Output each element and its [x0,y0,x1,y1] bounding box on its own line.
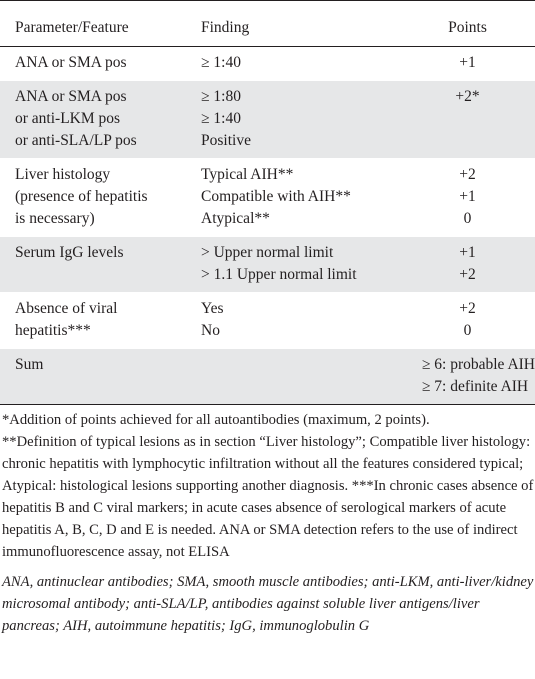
table-row [0,81,535,159]
parameter-line: hepatitis*** [15,322,91,339]
header-finding: Finding [199,1,400,47]
cell-parameter [0,47,199,81]
points-line: ≥ 6: probable AIH [421,356,535,373]
points-line: +1 [459,54,476,71]
parameter-line: ANA or SMA pos [15,88,127,105]
sum-interpretation [422,354,535,398]
cell-finding [199,159,400,237]
cell-finding [199,47,400,81]
finding-line: ≥ 1:40 [201,110,241,127]
footnote-2: **Definition of typical lesions as in section “Liver histology”; Compatible liver histology: chronic hepatitis with lymphocytic infiltration without all the features considered typical; Atypical: histological lesions supporting another diagnosis. ***In chronic cases absence of hepatitis B and C viral markers; in acute cases absence of serological markers of acute hepatitis A, B, C, D and E is needed. ANA or SMA detection refers to the use of indirect immunofluorescence assay, not ELISA [2,434,534,560]
footnotes [0,405,535,563]
header-points: Points [400,1,535,47]
finding-line: Positive [201,132,251,149]
parameter-line: or anti-LKM pos [15,110,121,127]
finding-line: > 1.1 Upper normal limit [201,266,357,283]
points-line: 0 [463,210,472,227]
finding-line: Compatible with AIH** [201,188,351,205]
finding-line: ≥ 1:80 [201,88,241,105]
table-row [0,293,535,349]
cell-points [400,47,535,81]
finding-line: No [201,322,220,339]
points-line: ≥ 7: definite AIH [421,378,529,395]
cell-points [400,159,535,237]
table-row [0,237,535,293]
finding-line: > Upper normal limit [201,244,334,261]
sum-row [0,349,535,405]
table-body [0,47,535,405]
parameter-line: is necessary) [15,210,95,227]
parameter-line: or anti-SLA/LP pos [15,132,137,149]
table-row [0,159,535,237]
points-line: +2 [459,300,476,317]
parameter-line: Liver histology [15,166,111,183]
points-line: +2* [455,88,480,105]
cell-parameter [0,159,199,237]
parameter-line: Serum IgG levels [15,244,124,261]
cell-parameter [0,349,199,405]
parameter-line: Sum [15,356,44,373]
cell-finding [199,349,400,405]
cell-parameter [0,81,199,159]
points-line: +2 [459,266,476,283]
points-line: +2 [459,166,476,183]
cell-parameter [0,293,199,349]
cell-parameter [0,237,199,293]
table-row [0,47,535,81]
parameter-line: ANA or SMA pos [15,54,127,71]
cell-points [400,237,535,293]
table-header [0,1,535,47]
footnote-1: *Addition of points achieved for all autoantibodies (maximum, 2 points). [2,412,430,428]
finding-line: Yes [201,300,224,317]
abbreviations-note: ANA, antinuclear antibodies; SMA, smooth muscle antibodies; anti-LKM, anti-liver/kidney microsomal antibody; anti-SLA/LP, antibodies against soluble liver antigens/liver pancreas; AIH, autoimmune hepatitis; IgG, immunoglobulin G [2,574,534,634]
cell-points [400,293,535,349]
finding-line: Typical AIH** [201,166,294,183]
cell-finding [199,237,400,293]
points-line: +1 [459,188,476,205]
points-line: 0 [463,322,472,339]
parameter-line: (presence of hepatitis [15,188,148,205]
finding-line: ≥ 1:40 [201,54,241,71]
header-row [0,1,535,47]
cell-finding [199,81,400,159]
cell-finding [199,293,400,349]
parameter-line: Absence of viral [15,300,118,317]
cell-points [400,81,535,159]
cell-points [400,349,535,405]
header-parameter: Parameter/Feature [0,1,199,47]
finding-line: Atypical** [201,210,270,227]
points-line: +1 [459,244,476,261]
